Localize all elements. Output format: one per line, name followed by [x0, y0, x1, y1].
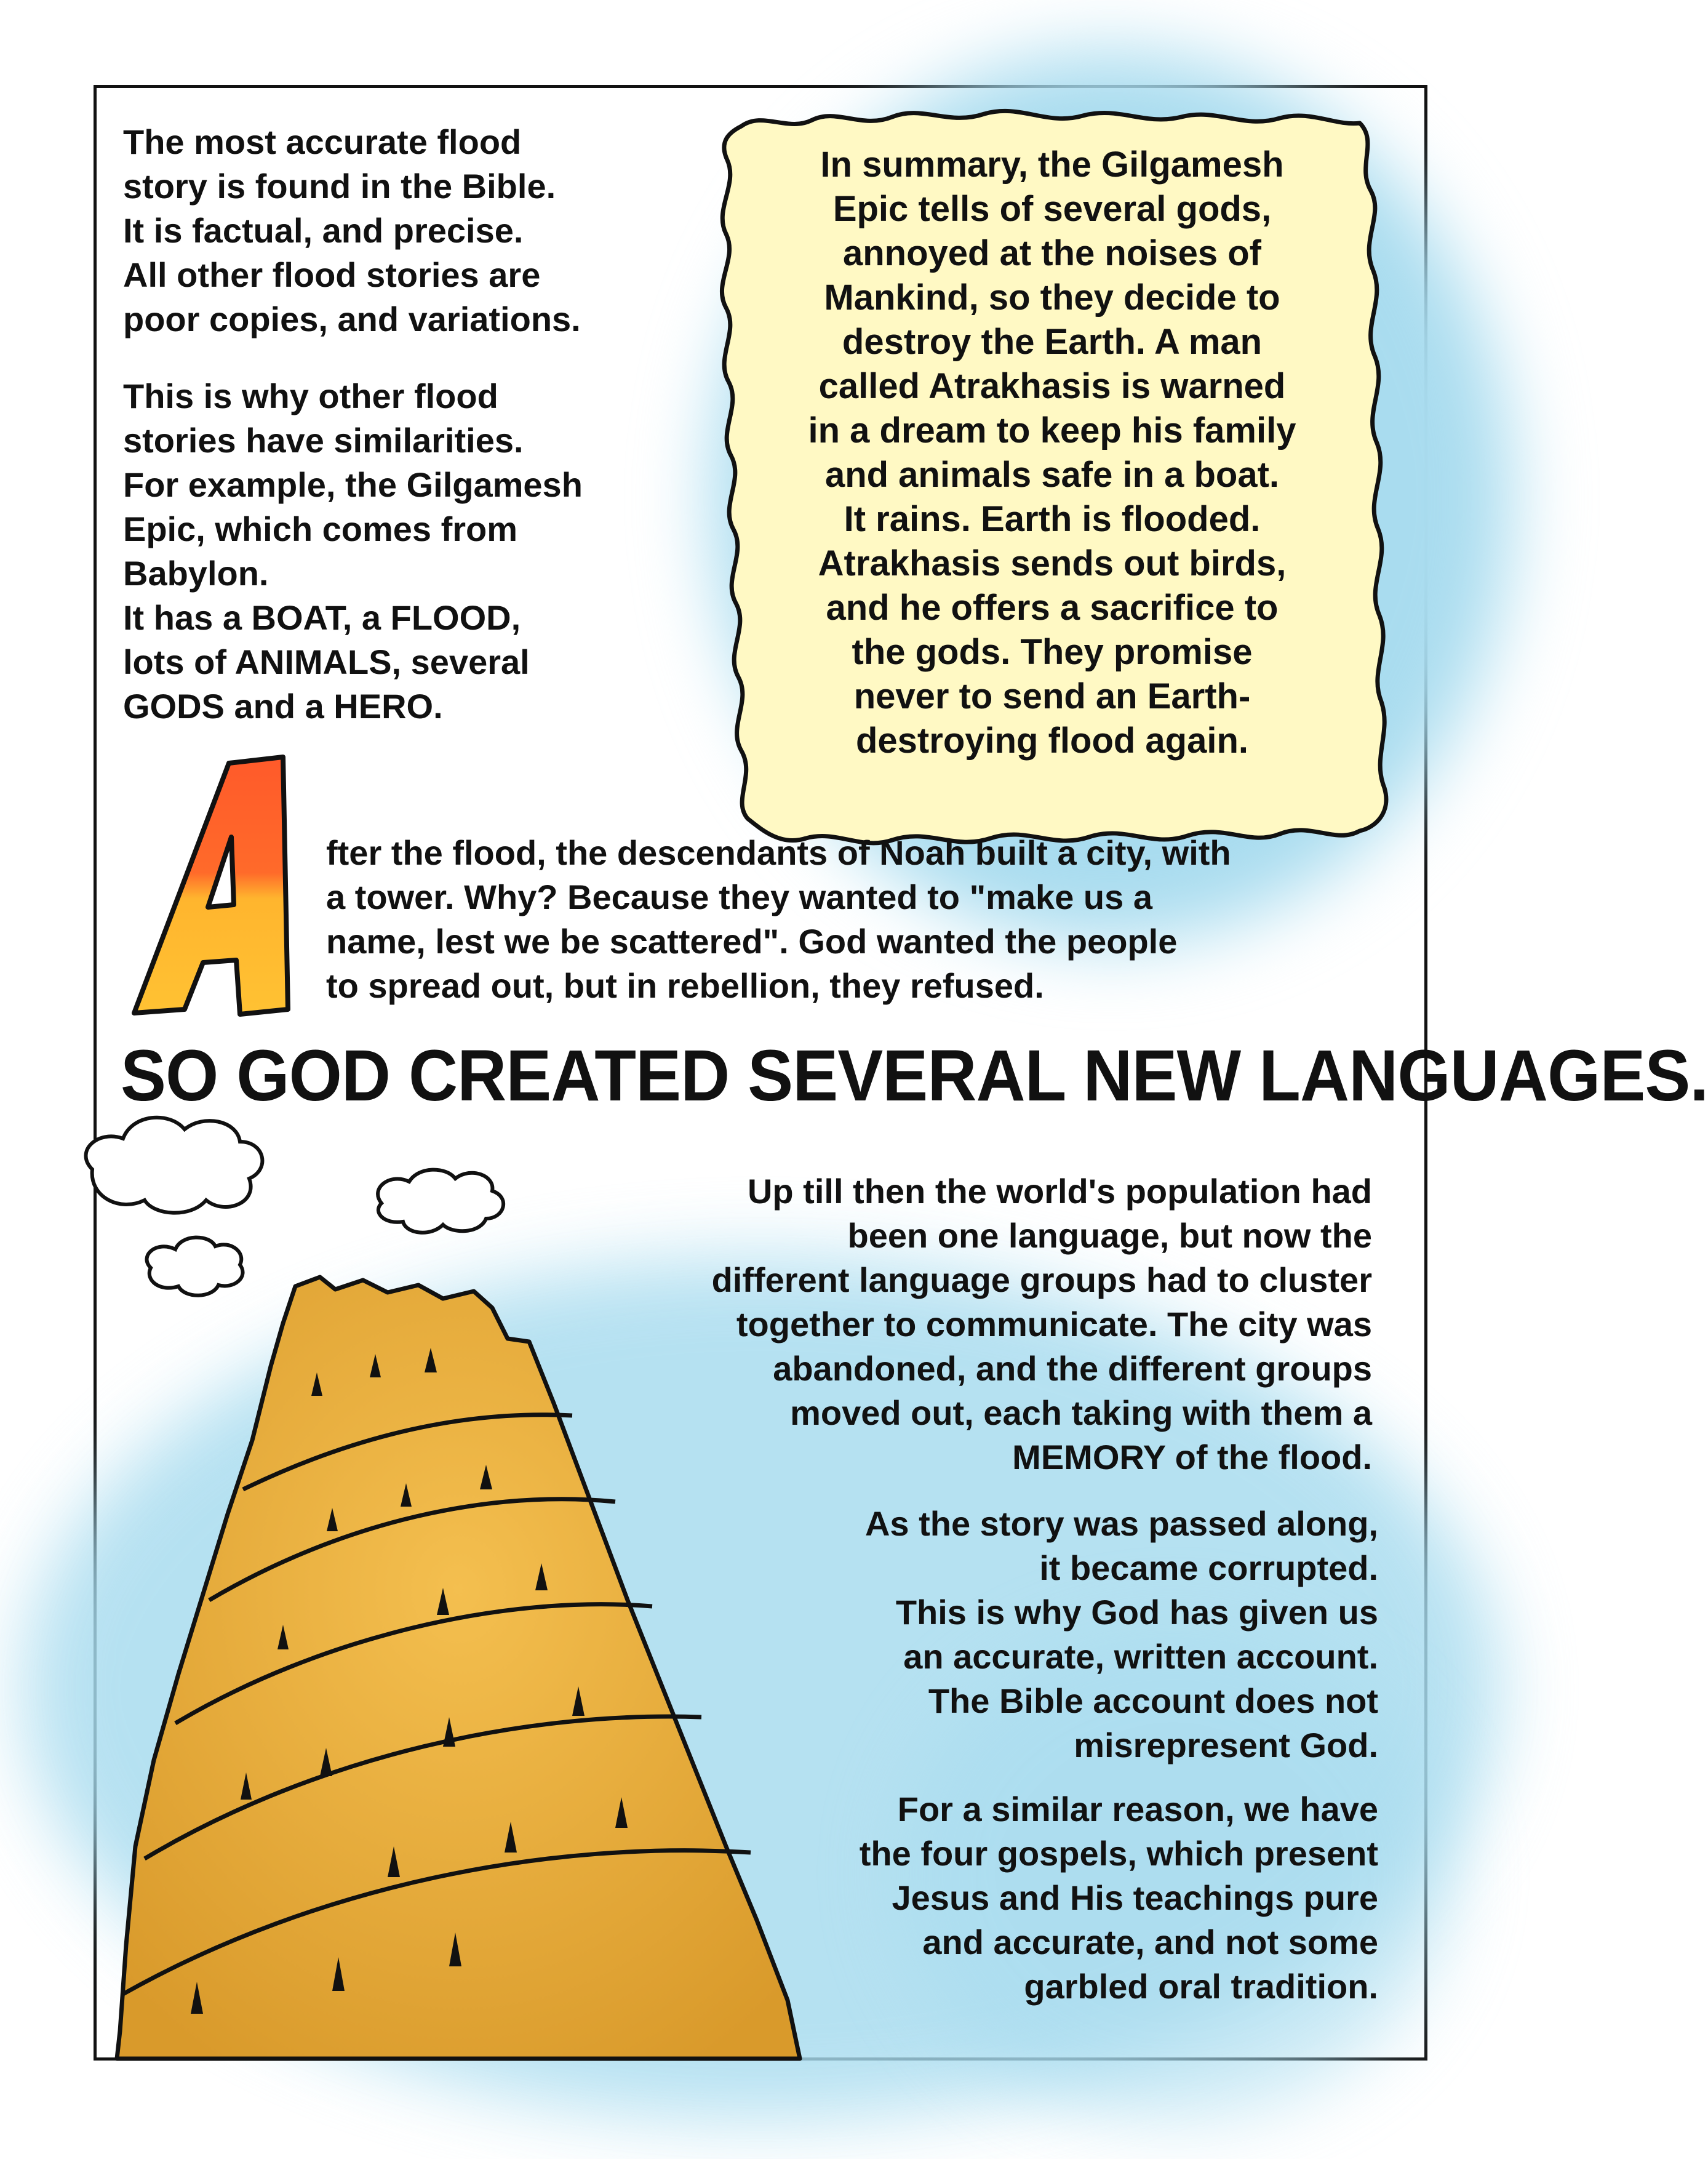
cloud-icon	[378, 1170, 503, 1233]
summary-box-text: In summary, the Gilgamesh Epic tells of several gods, annoyed at the noises of Mankind, so they decide to destroy the Earth. A man called Atrakhasis is warned in a dream to keep his family and animals safe in a boat. It rains. Earth is flooded. Atrakhasis sends out birds, and he offers a sacrifice to the gods. They promise never to send an Earth- destroying flood again.	[808, 145, 1296, 761]
cloud-icon	[147, 1238, 243, 1296]
cloud-icon	[86, 1118, 263, 1213]
right-paragraph-2: As the story was passed along, it became corrupted. This is why God has given us an accurate, written account. The Bible account does not misrepresent God.	[864, 1504, 1378, 1764]
right-paragraph-3: For a similar reason, we have the four gospels, which present Jesus and His teachings pure and accurate, and not some garbled oral tradition.	[859, 1790, 1378, 2006]
right-paragraph-1: Up till then the world's population had been one language, but now the different language groups had to cluster together to communicate. The city was abandoned, and the different groups moved out, each taking with them a MEMORY of the flood.	[711, 1172, 1372, 1476]
headline: SO GOD CREATED SEVERAL NEW LANGUAGES.	[121, 1035, 1708, 1116]
intro-paragraph-2: This is why other flood stories have similarities. For example, the Gilgamesh Epic, which comes from Babylon. It has a BOAT, a FLOOD, lots of ANIMALS, several GODS and a HERO.	[123, 377, 583, 726]
after-flood-paragraph: fter the flood, the descendants of Noah built a city, with a tower. Why? Because they wanted to "make us a name, lest we be scattered". God wanted the people to spread out, but in rebellion, they refused.	[326, 833, 1231, 1005]
intro-paragraph-1: The most accurate flood story is found in the Bible. It is factual, and precise. All other flood stories are poor copies, and variations.	[123, 122, 581, 338]
drop-cap-letter-a	[134, 757, 288, 1014]
